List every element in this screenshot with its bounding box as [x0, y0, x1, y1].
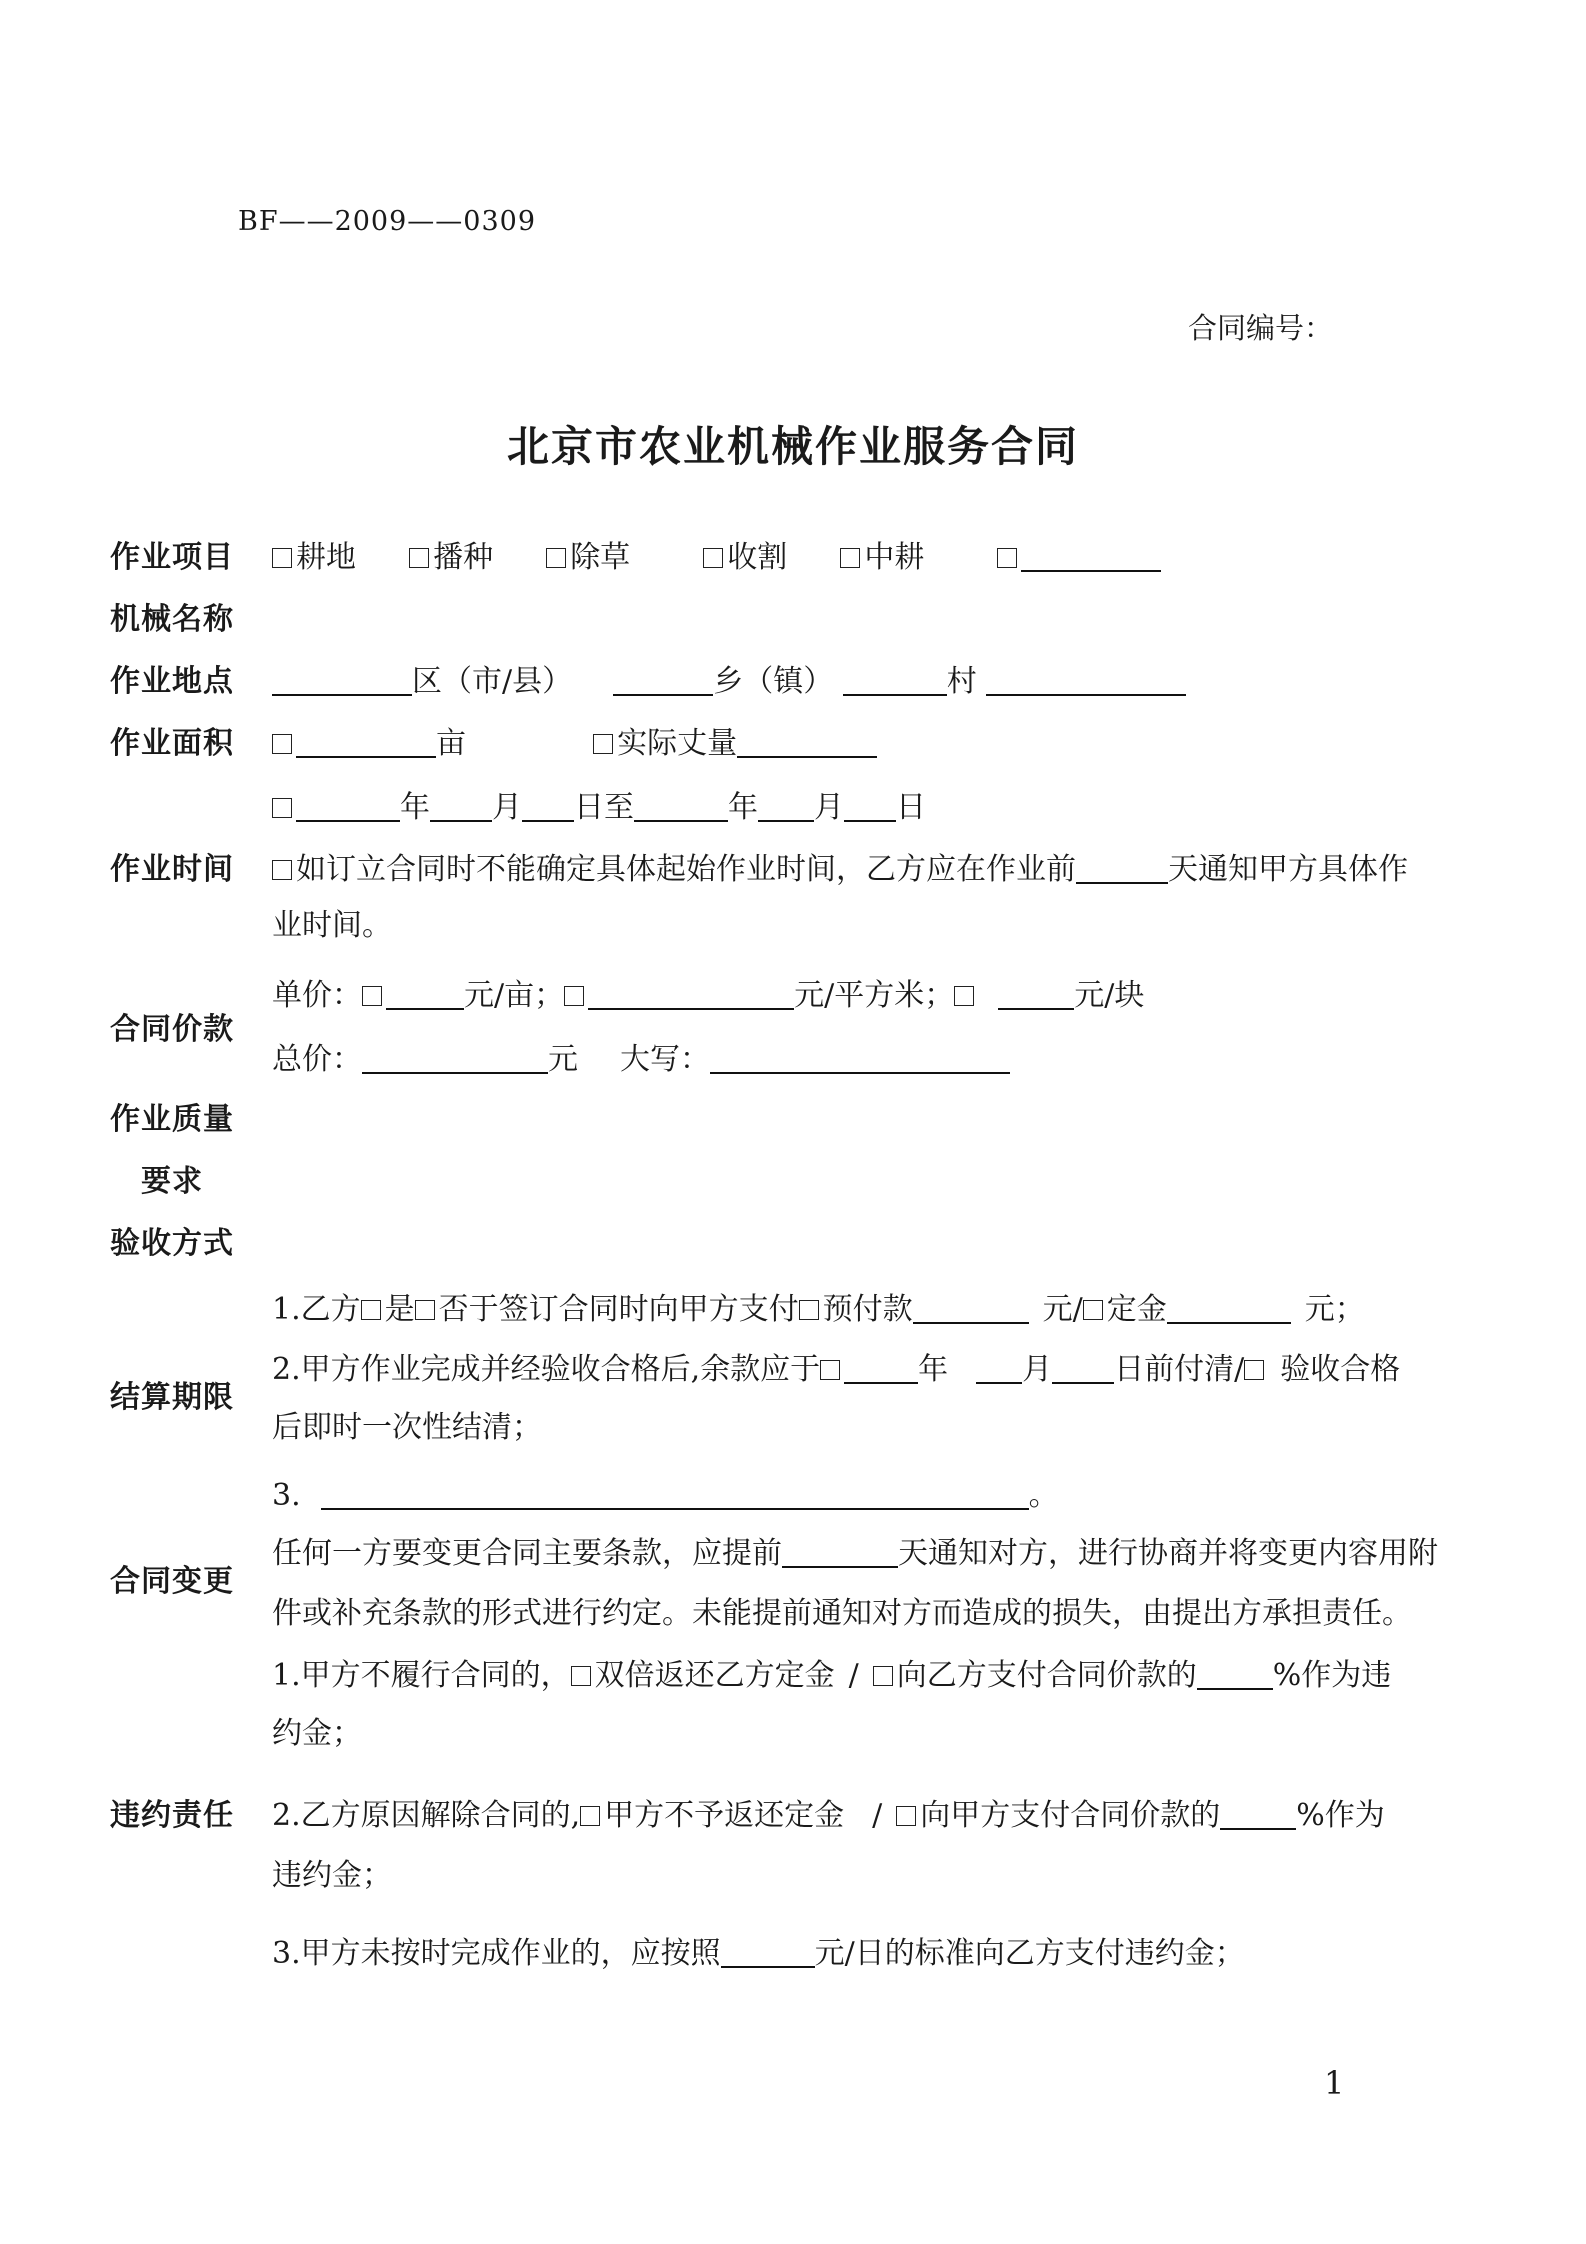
daily-penalty-field[interactable]: [721, 1936, 815, 1968]
balance-day-field[interactable]: [1052, 1352, 1114, 1384]
unit-price-line: [272, 970, 1144, 1014]
start-year-field[interactable]: [296, 790, 400, 822]
label-work-item: 作业项目: [110, 540, 234, 575]
checkbox-area-mu[interactable]: [272, 734, 292, 754]
liability-3b: 元/日的标准向乙方支付违约金；: [814, 1936, 1245, 1971]
settlement-1g: 元；: [1304, 1292, 1365, 1327]
total-yuan-label: 元: [548, 1042, 578, 1077]
liability-1a: 1.甲方不履行合同的，: [272, 1658, 571, 1693]
checkbox-area-actual[interactable]: [593, 734, 613, 754]
checkbox-per-plot[interactable]: [954, 986, 974, 1006]
settlement-1b: 是: [384, 1292, 415, 1327]
checkbox-deposit[interactable]: [1083, 1300, 1103, 1320]
liability-1d: 向乙方支付合同价款的: [896, 1658, 1197, 1693]
label-work-location: 作业地点: [110, 664, 234, 699]
settlement-line-2: [272, 1344, 1400, 1388]
start-day-label: 日至: [574, 790, 634, 825]
balance-year-label: 年: [918, 1352, 949, 1387]
settlement-2c: 验收合格: [1280, 1352, 1401, 1387]
checkbox-pay-percent-a[interactable]: [873, 1666, 893, 1686]
checkbox-pay-percent-b[interactable]: [896, 1806, 916, 1826]
balance-year-field[interactable]: [844, 1352, 918, 1384]
label-change: 合同变更: [110, 1564, 234, 1599]
liability-2c: /: [872, 1798, 883, 1833]
prepay-amount-field[interactable]: [913, 1292, 1029, 1324]
liability-2d: 向甲方支付合同价款的: [920, 1798, 1221, 1833]
checkbox-yes[interactable]: [361, 1300, 381, 1320]
checkbox-balance-on-acceptance[interactable]: [1244, 1360, 1264, 1380]
liability-2b: 甲方不予返还定金: [604, 1798, 845, 1833]
area-mu-field[interactable]: [296, 726, 436, 758]
settlement-1f: 定金: [1106, 1292, 1167, 1327]
checkbox-plowing[interactable]: [272, 548, 292, 568]
checkbox-per-mu[interactable]: [362, 986, 382, 1006]
change-1b: 天通知对方，进行协商并将变更内容用附: [898, 1536, 1438, 1571]
area-actual-label: 实际丈量: [617, 726, 738, 761]
end-month-field[interactable]: [758, 790, 814, 822]
time-notice-line-2: 业时间。: [272, 908, 392, 943]
liability-3a: 3.甲方未按时完成作业的，应按照: [272, 1936, 721, 1971]
checkbox-no[interactable]: [415, 1300, 435, 1320]
label-quality-2: 要求: [141, 1164, 203, 1199]
label-settlement: 结算期限: [110, 1380, 234, 1415]
time-notice-line: [272, 844, 1408, 888]
option-sowing: 播种: [433, 540, 494, 575]
area-actual-field[interactable]: [737, 726, 877, 758]
time-range-line: [272, 782, 926, 826]
village-label: 村: [946, 664, 977, 699]
end-month-label: 月: [814, 790, 844, 825]
checkbox-time-range[interactable]: [272, 798, 292, 818]
time-notice-text: 如订立合同时不能确定具体起始作业时间，乙方应在作业前: [296, 852, 1076, 887]
label-acceptance: 验收方式: [110, 1226, 234, 1261]
end-year-label: 年: [728, 790, 758, 825]
per-plot-label: 元/块: [1074, 978, 1145, 1013]
option-weeding: 除草: [570, 540, 631, 575]
liability-line-1: [272, 1650, 1391, 1694]
percent-b-field[interactable]: [1220, 1798, 1296, 1830]
change-notice-days-field[interactable]: [782, 1536, 898, 1568]
settlement-line-3: [272, 1470, 1059, 1514]
village-detail-field[interactable]: [986, 664, 1186, 696]
liability-line-1b: 约金；: [272, 1716, 362, 1751]
settlement-other-field[interactable]: [321, 1478, 1029, 1510]
label-work-area: 作业面积: [110, 726, 234, 761]
checkbox-harvest[interactable]: [703, 548, 723, 568]
price-per-sqm-field[interactable]: [588, 978, 794, 1010]
checkbox-no-return-deposit[interactable]: [580, 1806, 600, 1826]
per-sqm-label: 元/平方米；: [794, 978, 955, 1013]
settlement-1c: 否于签订合同时向甲方支付: [438, 1292, 799, 1327]
label-contract-price: 合同价款: [110, 1012, 234, 1047]
settlement-2b: 日前付清/: [1114, 1352, 1245, 1387]
total-price-field[interactable]: [362, 1042, 548, 1074]
checkbox-double-deposit[interactable]: [571, 1666, 591, 1686]
capital-amount-field[interactable]: [710, 1042, 1010, 1074]
label-liability: 违约责任: [110, 1798, 234, 1833]
other-item-field[interactable]: [1021, 540, 1161, 572]
checkbox-other[interactable]: [997, 548, 1017, 568]
start-year-label: 年: [400, 790, 430, 825]
label-machine-name: 机械名称: [110, 602, 234, 637]
location-line: [272, 656, 1186, 700]
label-work-time: 作业时间: [110, 852, 234, 887]
total-price-label: 总价：: [272, 1042, 362, 1077]
unit-price-label: 单价：: [272, 978, 362, 1013]
area-line: [272, 718, 877, 762]
price-per-mu-field[interactable]: [386, 978, 464, 1010]
end-day-field[interactable]: [844, 790, 896, 822]
village-field[interactable]: [843, 664, 947, 696]
start-month-label: 月: [492, 790, 522, 825]
liability-2a: 2.乙方原因解除合同的,: [272, 1798, 581, 1833]
start-month-field[interactable]: [430, 790, 492, 822]
document-code: BF——2009——0309: [238, 206, 537, 237]
change-line-2: 件或补充条款的形式进行约定。未能提前通知对方而造成的损失，由提出方承担责任。: [272, 1596, 1412, 1631]
district-label: 区（市/县）: [412, 664, 573, 699]
town-field[interactable]: [613, 664, 713, 696]
option-intertill: 中耕: [864, 540, 925, 575]
time-notice-text-2: 天通知甲方具体作: [1168, 852, 1408, 887]
checkbox-prepay[interactable]: [799, 1300, 819, 1320]
change-line-1: [272, 1528, 1438, 1572]
liability-2e: %作为: [1296, 1798, 1385, 1833]
total-price-line: [272, 1034, 1010, 1078]
settlement-3a: 3.: [272, 1478, 301, 1513]
checkbox-per-sqm[interactable]: [564, 986, 584, 1006]
settlement-line-2b: 后即时一次性结清；: [272, 1410, 542, 1445]
liability-1b: 双倍返还乙方定金: [594, 1658, 835, 1693]
settlement-1d: 预付款: [822, 1292, 913, 1327]
balance-month-label: 月: [1022, 1352, 1053, 1387]
settlement-1e: 元/: [1042, 1292, 1083, 1327]
town-label: 乡（镇）: [713, 664, 834, 699]
checkbox-balance-date[interactable]: [820, 1360, 840, 1380]
capital-label: 大写：: [620, 1042, 710, 1077]
checkbox-time-notice[interactable]: [272, 860, 292, 880]
district-field[interactable]: [272, 664, 412, 696]
change-1a: 任何一方要变更合同主要条款，应提前: [272, 1536, 782, 1571]
liability-1e: %作为违: [1272, 1658, 1392, 1693]
settlement-2a: 2.甲方作业完成并经验收合格后,余款应于: [272, 1352, 821, 1387]
settlement-3-end: 。: [1028, 1478, 1059, 1513]
end-day-label: 日: [896, 790, 926, 825]
percent-a-field[interactable]: [1197, 1658, 1273, 1690]
settlement-line-1: [272, 1284, 1365, 1328]
checkbox-weeding[interactable]: [546, 548, 566, 568]
deposit-amount-field[interactable]: [1167, 1292, 1291, 1324]
liability-line-3: [272, 1928, 1245, 1972]
page-number: 1: [1324, 2064, 1345, 2102]
liability-line-2b: 违约金；: [272, 1858, 392, 1893]
option-plowing: 耕地: [296, 540, 356, 575]
price-per-plot-field[interactable]: [998, 978, 1074, 1010]
work-item-options: [272, 532, 1161, 576]
area-mu-label: 亩: [436, 726, 466, 761]
balance-month-field[interactable]: [976, 1352, 1022, 1384]
option-harvest: 收割: [727, 540, 788, 575]
per-mu-label: 元/亩；: [464, 978, 565, 1013]
contract-number-label: 合同编号：: [1188, 311, 1334, 345]
checkbox-intertill[interactable]: [840, 548, 860, 568]
start-day-field[interactable]: [522, 790, 574, 822]
settlement-1a: 1.乙方: [272, 1292, 361, 1327]
end-year-field[interactable]: [634, 790, 728, 822]
label-quality-1: 作业质量: [110, 1102, 234, 1137]
page-title: 北京市农业机械作业服务合同: [506, 422, 1079, 471]
liability-1c: /: [848, 1658, 859, 1693]
liability-line-2: [272, 1790, 1385, 1834]
checkbox-sowing[interactable]: [409, 548, 429, 568]
notice-days-field[interactable]: [1076, 852, 1168, 884]
